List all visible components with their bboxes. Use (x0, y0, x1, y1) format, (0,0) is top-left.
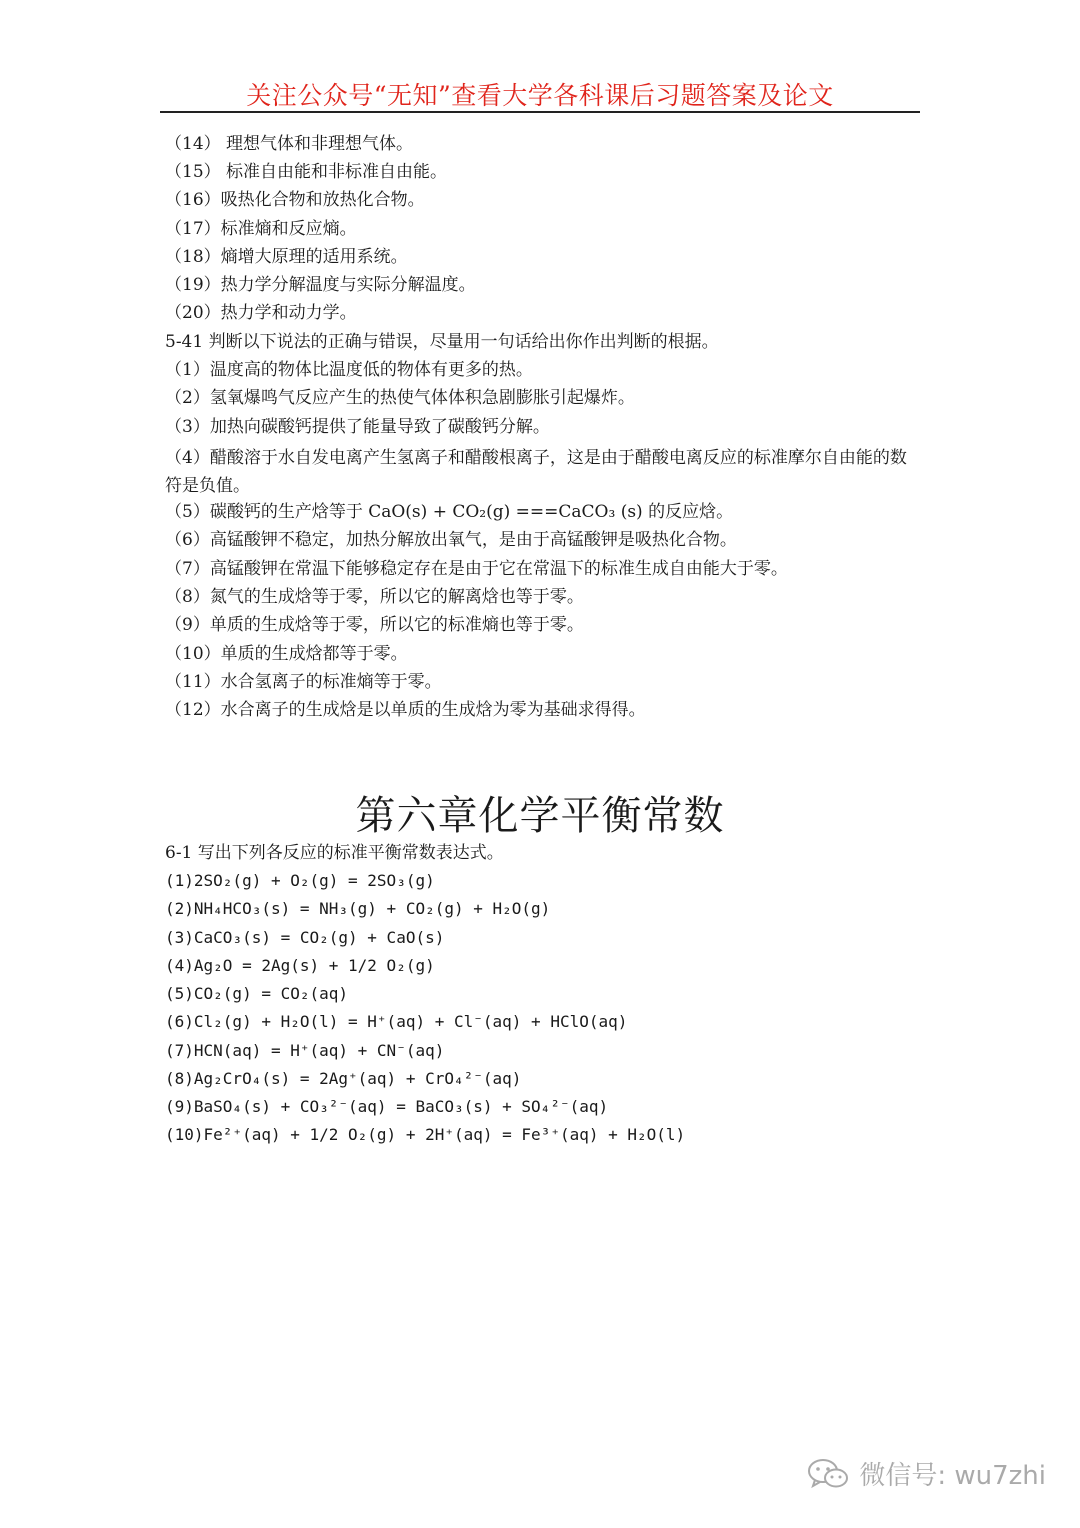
list-item: （11）水合氢离子的标准熵等于零。 (165, 672, 442, 692)
list-item: （17）标准熵和反应熵。 (165, 219, 357, 239)
equation: (9)BaSO₄(s) + CO₃²⁻(aq) = BaCO₃(s) + SO₄²⁻(aq) (165, 1097, 609, 1116)
list-item: （5）碳酸钙的生产焓等于 CaO(s) + CO₂(g) ===CaCO₃ (s) 的反应焓。 (165, 502, 734, 522)
question-heading: 5-41 判断以下说法的正确与错误，尽量用一句话给出你作出判断的根据。 (165, 332, 719, 352)
list-item: （14） 理想气体和非理想气体。 (165, 134, 414, 154)
question-heading: 6-1 写出下列各反应的标准平衡常数表达式。 (165, 843, 504, 863)
list-item: （3）加热向碳酸钙提供了能量导致了碳酸钙分解。 (165, 417, 550, 437)
equation: (8)Ag₂CrO₄(s) = 2Ag⁺(aq) + CrO₄²⁻(aq) (165, 1069, 522, 1088)
equation: (5)CO₂(g) = CO₂(aq) (165, 984, 349, 1003)
list-item: （4）醋酸溶于水自发电离产生氢离子和醋酸根离子，这是由于醋酸电离反应的标准摩尔自由能的数符是负值。 (165, 448, 907, 496)
list-item: （9）单质的生成焓等于零，所以它的标准熵也等于零。 (165, 615, 584, 635)
list-item: （15） 标准自由能和非标准自由能。 (165, 162, 448, 182)
equation: (1)2SO₂(g) + O₂(g) = 2SO₃(g) (165, 871, 435, 890)
list-item: （19）热力学分解温度与实际分解温度。 (165, 275, 476, 295)
list-item: （2）氢氧爆鸣气反应产生的热使气体体积急剧膨胀引起爆炸。 (165, 388, 635, 408)
list-item: （16）吸热化合物和放热化合物。 (165, 190, 425, 210)
equation: (3)CaCO₃(s) = CO₂(g) + CaO(s) (165, 928, 445, 947)
chapter-title: 第六章化学平衡常数 (355, 793, 725, 839)
list-item: （18）熵增大原理的适用系统。 (165, 247, 408, 267)
watermark (807, 1455, 1046, 1492)
list-item: （10）单质的生成焓都等于零。 (165, 644, 408, 664)
list-item: （20）热力学和动力学。 (165, 303, 357, 323)
equation: (6)Cl₂(g) + H₂O(l) = H⁺(aq) + Cl⁻(aq) + HClO(aq) (165, 1012, 628, 1031)
wechat-icon (807, 1457, 849, 1491)
list-item: （8）氮气的生成焓等于零，所以它的解离焓也等于零。 (165, 587, 584, 607)
list-item: （6）高锰酸钾不稳定，加热分解放出氧气，是由于高锰酸钾是吸热化合物。 (165, 530, 737, 550)
watermark-text: 微信号: wu7zhi (859, 1461, 1046, 1491)
equation: (2)NH₄HCO₃(s) = NH₃(g) + CO₂(g) + H₂O(g) (165, 899, 551, 918)
list-item: （12）水合离子的生成焓是以单质的生成焓为零为基础求得得。 (165, 700, 646, 720)
list-item: （7）高锰酸钾在常温下能够稳定存在是由于它在常温下的标准生成自由能大于零。 (165, 559, 788, 579)
page-header: 关注公众号“无知”查看大学各科课后习题答案及论文 (246, 81, 834, 110)
header-divider (160, 111, 920, 113)
equation: (4)Ag₂O = 2Ag(s) + 1/2 O₂(g) (165, 956, 435, 975)
equation: (7)HCN(aq) = H⁺(aq) + CN⁻(aq) (165, 1041, 445, 1060)
equation: (10)Fe²⁺(aq) + 1/2 O₂(g) + 2H⁺(aq) = Fe³⁺(aq) + H₂O(l) (165, 1125, 686, 1144)
list-item: （1）温度高的物体比温度低的物体有更多的热。 (165, 360, 533, 380)
